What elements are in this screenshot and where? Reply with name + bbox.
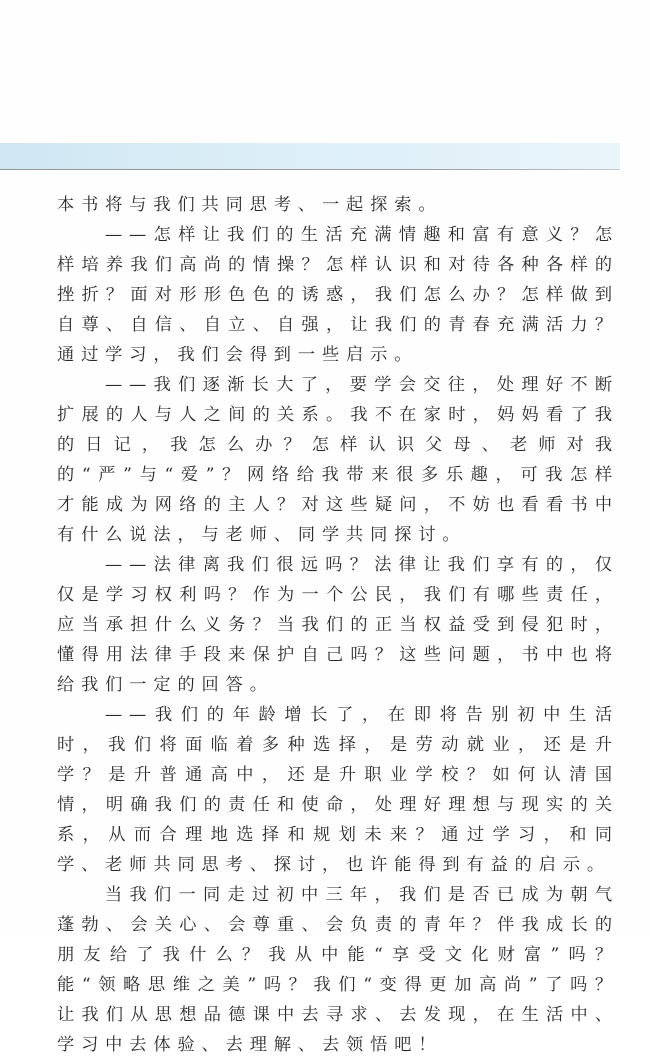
header-decorative-band [0, 143, 620, 169]
paragraph-law: ——法律离我们很远吗？法律让我们享有的，仅仅是学习权利吗？作为一个公民，我们有哪些责任，应当承担什么义务？当我们的正当权益受到侵犯时，懂得用法律手段来保护自己吗？这些问题，书中也将给我们一定的回答。 [57, 555, 619, 695]
intro-paragraph: 本书将与我们共同思考、一起探索。 [57, 195, 443, 215]
page-body [57, 190, 619, 1060]
paragraph-future-choices: ——我们的年龄增长了，在即将告别初中生活时，我们将面临着多种选择，是劳动就业，还是升学？是升普通高中，还是升职业学校？如何认清国情，明确我们的责任和使命，处理好理想与现实的关系，从而合理地选择和规划未来？通过学习，和同学、老师共同思考、探讨，也许能得到有益的启示。 [57, 705, 619, 875]
paragraph-relationships: ——我们逐渐长大了，要学会交往，处理好不断扩展的人与人之间的关系。我不在家时，妈妈看了我的日记，我怎么办？怎样认识父母、老师对我的“严”与“爱”？网络给我带来很多乐趣，可我怎样才能成为网络的主人？对这些疑问，不妨也看看书中有什么说法，与老师、同学共同探讨。 [57, 375, 619, 545]
paragraph-conclusion: 当我们一同走过初中三年，我们是否已成为朝气蓬勃、会关心、会尊重、会负责的青年？伴我成长的朋友给了我什么？我从中能“享受文化财富”吗？能“领略思维之美”吗？我们“变得更加高尚”了吗？让我们从思想品德课中去寻求、去发现，在生活中、学习中去体验、去理解、去领悟吧！ [57, 885, 619, 1055]
header-divider-line [0, 169, 620, 170]
paragraph-life-and-character: ——怎样让我们的生活充满情趣和富有意义？怎样培养我们高尚的情操？怎样认识和对待各种各样的挫折？面对形形色色的诱惑，我们怎么办？怎样做到自尊、自信、自立、自强，让我们的青春充满活力？通过学习，我们会得到一些启示。 [57, 225, 619, 365]
